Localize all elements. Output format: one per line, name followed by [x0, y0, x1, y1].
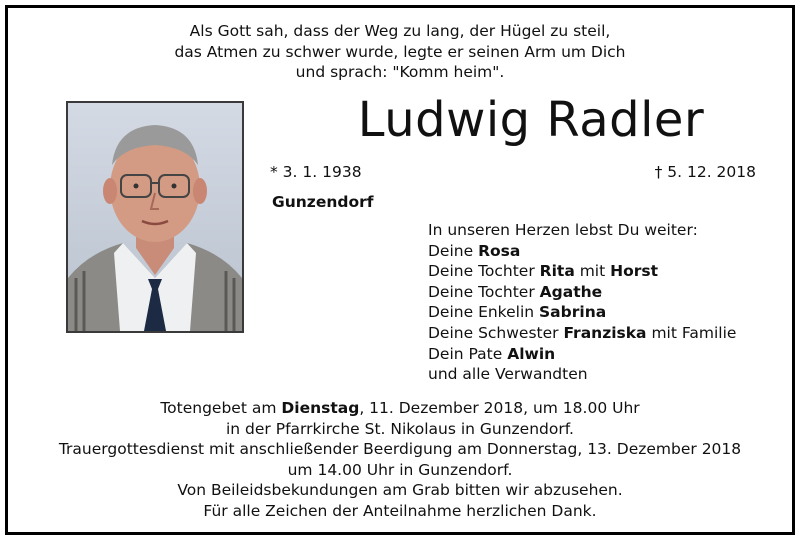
birth-date: * 3. 1. 1938: [270, 163, 362, 181]
mourner-line: Deine Enkelin Sabrina: [428, 303, 607, 322]
deceased-name: Ludwig Radler: [357, 92, 705, 148]
mourners-list: [428, 220, 736, 385]
mourner-line: Deine Tochter Rita mit Horst: [428, 262, 659, 281]
mourners-intro: In unseren Herzen lebst Du weiter:: [428, 221, 698, 239]
mourner-line: Deine Schwester Franziska mit Familie: [428, 323, 737, 342]
mourner-line: und alle Verwandten: [428, 365, 588, 384]
mourner-line: Deine Tochter Agathe: [428, 282, 603, 301]
poem: [8, 21, 792, 83]
mourner-line: Deine Rosa: [428, 241, 521, 260]
thanks-note: Für alle Zeichen der Anteilnahme herzlichen Dank.: [203, 501, 597, 520]
funeral-line: Trauergottesdienst mit anschließender Beerdigung am Donnerstag, 13. Dezember 2018: [58, 440, 742, 459]
hometown: Gunzendorf: [272, 193, 374, 211]
poem-line: das Atmen zu schwer wurde, legte er seinen Arm um Dich: [174, 42, 626, 61]
death-date: † 5. 12. 2018: [654, 163, 756, 181]
church-line: in der Pfarrkirche St. Nikolaus in Gunzendorf.: [225, 419, 574, 438]
funeral-time-line: um 14.00 Uhr in Gunzendorf.: [287, 460, 513, 479]
service-details: [8, 398, 792, 522]
poem-line: Als Gott sah, dass der Weg zu lang, der Hügel zu steil,: [189, 22, 611, 40]
poem-line: und sprach: "Komm heim".: [295, 63, 505, 81]
prayer-line: Totengebet am Dienstag, 11. Dezember 2018, um 18.00 Uhr: [160, 399, 640, 417]
obituary-card: [5, 5, 795, 535]
portrait-photo: [66, 101, 244, 333]
portrait-illustration: [68, 103, 242, 331]
condolence-note: Von Beileidsbekundungen am Grab bitten wir abzusehen.: [177, 481, 623, 500]
mourner-line: Dein Pate Alwin: [428, 344, 556, 363]
